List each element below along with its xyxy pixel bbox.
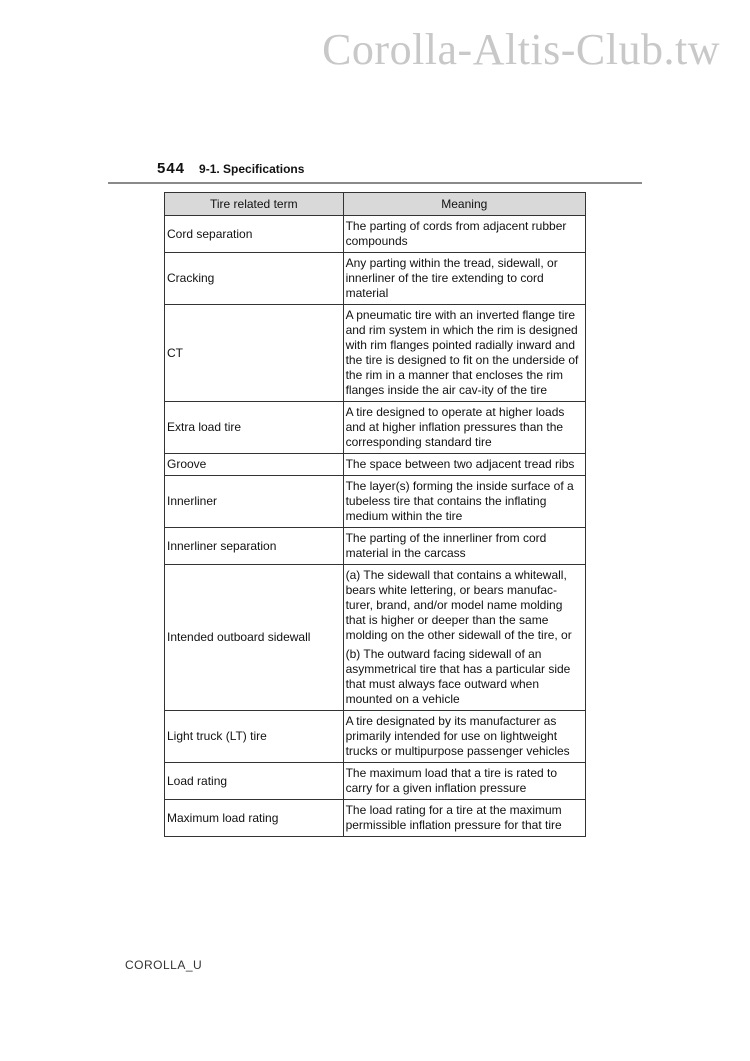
table-row <box>165 305 586 402</box>
term-cell: Innerliner separation <box>165 528 344 565</box>
table-row <box>165 565 586 711</box>
meaning-cell <box>343 476 585 528</box>
meaning-paragraph: The layer(s) forming the inside surface of a tubeless tire that contains the inflating medium within the tire <box>345 479 574 523</box>
meaning-cell <box>343 528 585 565</box>
meaning-cell <box>343 216 585 253</box>
term-cell: Cracking <box>165 253 344 305</box>
table-row <box>165 763 586 800</box>
term-cell: Cord separation <box>165 216 344 253</box>
column-header-term: Tire related term <box>165 193 344 216</box>
table-row <box>165 800 586 837</box>
page-number: 544 <box>157 160 186 177</box>
table-row <box>165 216 586 253</box>
tire-terms-table <box>164 192 586 837</box>
header-divider <box>108 182 642 184</box>
term-cell: Load rating <box>165 763 344 800</box>
table-row <box>165 711 586 763</box>
meaning-paragraph: The parting of the innerliner from cord material in the carcass <box>345 531 547 560</box>
term-cell: Groove <box>165 454 344 476</box>
term-cell: Innerliner <box>165 476 344 528</box>
column-header-meaning: Meaning <box>343 193 585 216</box>
footer-document-code: COROLLA_U <box>125 958 203 972</box>
term-cell: Maximum load rating <box>165 800 344 837</box>
meaning-cell <box>343 253 585 305</box>
meaning-cell <box>343 454 585 476</box>
meaning-cell <box>343 800 585 837</box>
meaning-paragraph: A tire designated by its manufacturer as primarily intended for use on lightweight trucks or multipurpose passenger vehicles <box>345 714 570 758</box>
meaning-paragraph: The space between two adjacent tread ribs <box>345 457 575 471</box>
table-row <box>165 454 586 476</box>
meaning-cell <box>343 763 585 800</box>
meaning-cell <box>343 711 585 763</box>
meaning-cell <box>343 305 585 402</box>
term-cell: Light truck (LT) tire <box>165 711 344 763</box>
page-header <box>157 160 304 177</box>
table-row <box>165 402 586 454</box>
table-body <box>165 216 586 837</box>
meaning-paragraph: A tire designed to operate at higher loads and at higher inflation pressures than the corresponding standard tire <box>345 405 565 449</box>
table-row <box>165 476 586 528</box>
meaning-paragraph: A pneumatic tire with an inverted flange tire and rim system in which the rim is designed with rim flanges pointed radially inward and the tire is designed to fit on the underside of the rim in a manner that encloses the rim flanges inside the air cav-ity of the tire <box>345 308 579 397</box>
meaning-paragraph: The parting of cords from adjacent rubber compounds <box>345 219 567 248</box>
term-cell: Extra load tire <box>165 402 344 454</box>
meaning-paragraph: Any parting within the tread, sidewall, or innerliner of the tire extending to cord material <box>345 256 558 300</box>
meaning-paragraph: The maximum load that a tire is rated to carry for a given inflation pressure <box>345 766 558 795</box>
meaning-paragraph: The load rating for a tire at the maximum permissible inflation pressure for that tire <box>345 803 562 832</box>
table-header-row <box>165 193 586 216</box>
section-title: 9-1. Specifications <box>199 162 305 176</box>
table-row <box>165 253 586 305</box>
meaning-paragraph: (a) The sidewall that contains a whitewall, bears white lettering, or bears manufac-turer, brand, and/or model name molding that is higher or deeper than the same molding on the other sidewall of the tire, or <box>345 568 572 642</box>
meaning-cell <box>343 565 585 711</box>
meaning-paragraph: (b) The outward facing sidewall of an asymmetrical tire that has a particular side that must always face outward when mounted on a vehicle <box>345 647 571 706</box>
term-cell: Intended outboard sidewall <box>165 565 344 711</box>
meaning-cell <box>343 402 585 454</box>
table-row <box>165 528 586 565</box>
watermark: Corolla-Altis-Club.tw <box>322 25 720 74</box>
term-cell: CT <box>165 305 344 402</box>
